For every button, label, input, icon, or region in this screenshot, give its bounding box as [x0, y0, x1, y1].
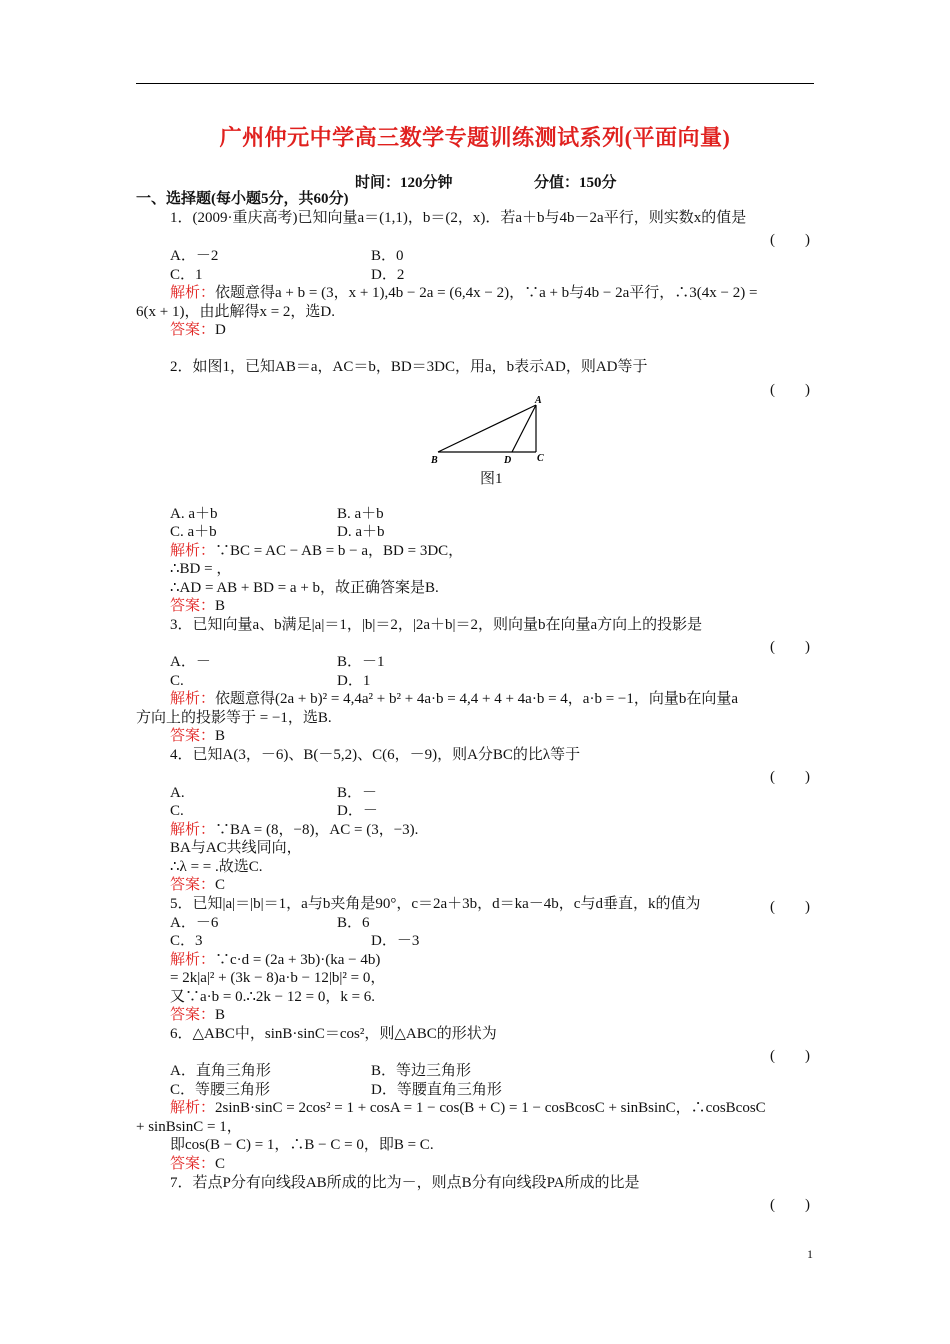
q3-solution-line1: 依题意得(2a + b)² = 4,4a² + b² + 4a·b = 4,4 + 4 + 4a·b = 4，a·b = −1，向量b在向量a [215, 691, 739, 707]
q4-option-d: D．－ [337, 803, 378, 819]
q1-answer: D [215, 322, 226, 338]
header-rule [136, 83, 814, 84]
q2-option-a: A. a＋b [170, 506, 218, 522]
q3-option-a: A．－ [170, 654, 211, 670]
q5-option-b: B．6 [337, 915, 370, 931]
q2-option-c: C. a＋b [170, 524, 217, 540]
q4-solution-line1: ∵BA = (8，−8)，AC = (3，−3). [215, 822, 419, 838]
q3-answer: B [215, 728, 226, 744]
q6-solution-line1: 2sinB·sinC = 2cos² = 1 + cosA = 1 − cos(B + C) = 1 − cosBcosC + sinBsinC，∴cosBcosC [215, 1100, 766, 1116]
q6-option-b: B．等边三角形 [371, 1063, 472, 1079]
q4-answer-label: 答案： [170, 877, 216, 893]
q5-solution-line3: 又∵a·b = 0.∴2k − 12 = 0，k = 6. [170, 989, 376, 1005]
score-info: 分值：150分 [534, 175, 617, 191]
q1-solution-line2: 6(x + 1)，由此解得x = 2，选D. [136, 304, 335, 320]
q1-solution-line1: 依题意得a + b = (3，x + 1),4b − 2a = (6,4x − 2)，∵a + b与4b − 2a平行，∴3(4x − 2) = [215, 285, 758, 301]
q3-answer-label: 答案： [170, 728, 216, 744]
q3-answer-bracket: ( ) [770, 639, 810, 655]
q4-solution-line3: ∴λ = = .故选C. [170, 859, 263, 875]
q3-stem: 3．已知向量a、b满足|a|＝1，|b|＝2，|2a＋b|＝2，则向量b在向量a方向上的投影是 [170, 617, 703, 633]
q1-answer-label: 答案： [170, 322, 216, 338]
q5-solution-label: 解析： [170, 952, 216, 968]
q5-option-a: A．－6 [170, 915, 219, 931]
time-info: 时间：120分钟 [355, 175, 453, 191]
q4-stem: 4．已知A(3，－6)、B(－5,2)、C(6，－9)，则A分BC的比λ等于 [170, 747, 581, 763]
q2-solution-line1: ∵BC = AC − AB = b − a，BD = 3DC， [215, 543, 464, 559]
q5-answer: B [215, 1007, 226, 1023]
page-number: 1 [807, 1247, 813, 1261]
q6-answer: C [215, 1156, 226, 1172]
q1-solution-label: 解析： [170, 285, 216, 301]
q2-answer-bracket: ( ) [770, 382, 810, 398]
q2-solution-line2: ∴BD = ， [170, 561, 232, 577]
q7-answer-bracket: ( ) [770, 1197, 810, 1213]
q3-option-d: D．1 [337, 673, 371, 689]
q2-solution-label: 解析： [170, 543, 216, 559]
q6-solution-line2: + sinBsinC = 1， [136, 1119, 242, 1135]
q1-option-d: D．2 [371, 267, 405, 283]
q4-option-c: C. [170, 803, 184, 819]
q2-option-b: B. a＋b [337, 506, 384, 522]
q5-option-c: C．3 [170, 933, 203, 949]
q5-answer-label: 答案： [170, 1007, 216, 1023]
figure-caption: 图1 [480, 471, 503, 487]
q6-option-d: D．等腰直角三角形 [371, 1082, 502, 1098]
q4-answer: C [215, 877, 226, 893]
q6-solution-line3: 即cos(B − C) = 1，∴B − C = 0，即B = C. [170, 1137, 434, 1153]
q2-answer: B [215, 598, 226, 614]
q3-option-c: C. [170, 673, 184, 689]
q2-solution-line3: ∴AD = AB + BD = a + b，故正确答案是B. [170, 580, 439, 596]
q5-solution-line1: ∵c·d = (2a + 3b)·(ka − 4b) [215, 952, 381, 968]
q6-answer-bracket: ( ) [770, 1048, 810, 1064]
q6-stem: 6．△ABC中，sinB·sinC＝cos²，则△ABC的形状为 [170, 1026, 497, 1042]
q2-answer-label: 答案： [170, 598, 216, 614]
q6-answer-label: 答案： [170, 1156, 216, 1172]
q7-stem: 7．若点P分有向线段AB所成的比为－，则点B分有向线段PA所成的比是 [170, 1175, 640, 1191]
section-heading: 一、选择题(每小题5分，共60分) [136, 191, 349, 207]
q4-answer-bracket: ( ) [770, 769, 810, 785]
q2-option-d: D. a＋b [337, 524, 385, 540]
q6-option-a: A．直角三角形 [170, 1063, 271, 1079]
triangle-figure [428, 392, 553, 464]
figure-label-b: B [431, 455, 438, 464]
figure-label-a: A [535, 395, 542, 406]
q2-stem: 2．如图1，已知AB＝a，AC＝b，BD＝3DC，用a，b表示AD，则AD等于 [170, 359, 648, 375]
q1-answer-bracket: ( ) [770, 232, 810, 248]
q5-option-d: D．－3 [371, 933, 420, 949]
figure-label-d: D [504, 455, 512, 464]
q5-answer-bracket: ( ) [770, 899, 810, 915]
q4-solution-label: 解析： [170, 822, 216, 838]
q1-stem: 1．(2009·重庆高考)已知向量a＝(1,1)，b＝(2，x)．若a＋b与4b－2a平行，则实数x的值是 [170, 210, 747, 226]
q1-option-a: A．－2 [170, 248, 219, 264]
q6-solution-label: 解析： [170, 1100, 216, 1116]
q4-solution-line2: BA与AC共线同向， [170, 840, 302, 856]
q4-option-b: B．－ [337, 785, 378, 801]
q3-option-b: B．－1 [337, 654, 385, 670]
page-title: 广州仲元中学高三数学专题训练测试系列(平面向量) [219, 125, 731, 150]
q5-solution-line2: = 2k|a|² + (3k − 8)a·b − 12|b|² = 0， [170, 970, 386, 986]
q3-solution-label: 解析： [170, 691, 216, 707]
q1-option-b: B．0 [371, 248, 404, 264]
figure-label-c: C [537, 453, 544, 464]
q1-option-c: C．1 [170, 267, 203, 283]
q4-option-a: A. [170, 785, 185, 801]
q3-solution-line2: 方向上的投影等于 = −1，选B. [136, 710, 332, 726]
q5-stem: 5．已知|a|＝|b|＝1，a与b夹角是90°，c＝2a＋3b，d＝ka－4b，c与d垂直，k的值为 [170, 896, 701, 912]
q6-option-c: C．等腰三角形 [170, 1082, 271, 1098]
